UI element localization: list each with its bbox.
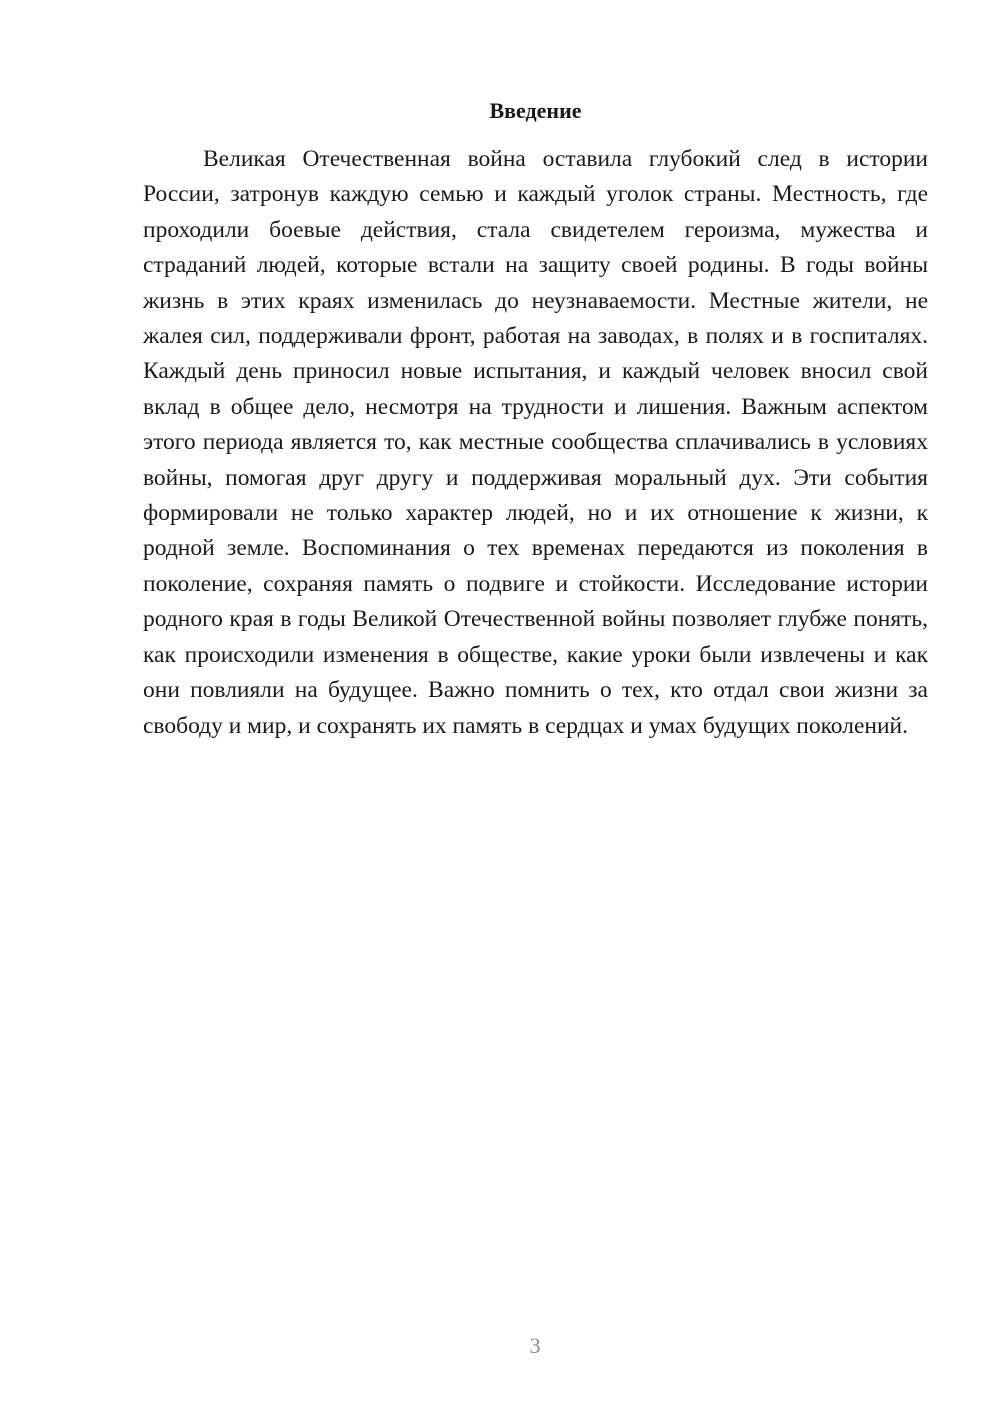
body-paragraph: Великая Отечественная война оставила глубокий след в истории России, затронув каждую семью и каждый уголок страны. Местность, где проходили боевые действия, стала свидетелем героизма, мужества и страданий людей, которые встали на защиту своей родины. В годы войны жизнь в этих краях изменилась до неузнаваемости. Местные жители, не жалея сил, поддерживали фронт, работая на заводах, в полях и в госпиталях. Каждый день приносил новые испытания, и каждый человек вносил свой вклад в общее дело, несмотря на трудности и лишения. Важным аспектом этого периода является то, как местные сообщества сплачивались в условиях войны, помогая друг другу и поддерживая моральный дух. Эти события формировали не только характер людей, но и их отношение к жизни, к родной земле. Воспоминания о тех временах передаются из поколения в поколение, сохраняя память о подвиге и стойкости. Исследование истории родного края в годы Великой Отечественной войны позволяет глубже понять, как происходили изменения в обществе, какие уроки были извлечены и как они повлияли на будущее. Важно помнить о тех, кто отдал свои жизни за свободу и мир, и сохранять их память в сердцах и умах будущих поколений. bbox=[143, 146, 928, 739]
section-heading: Введение bbox=[489, 98, 582, 123]
page-number: 3 bbox=[529, 1333, 541, 1358]
